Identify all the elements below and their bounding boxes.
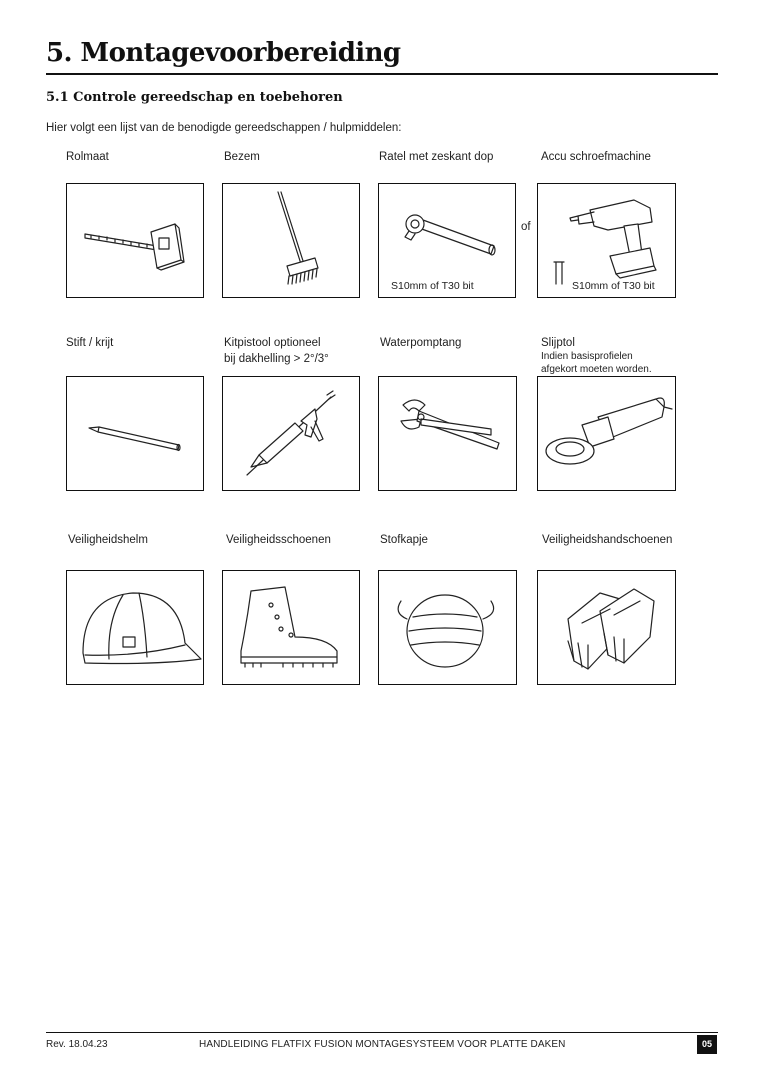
page-number-badge: 05 <box>697 1035 717 1054</box>
tool-box-tape-measure <box>66 183 204 298</box>
safety-shoe-icon <box>223 571 359 684</box>
tool-box-mask <box>378 570 517 685</box>
tool-label-broom: Bezem <box>224 151 260 163</box>
safety-gloves-icon <box>538 571 675 684</box>
tool-box-drill <box>537 183 676 298</box>
footer-document-title: HANDLEIDING FLATFIX FUSION MONTAGESYSTEEM VOOR PLATTE DAKEN <box>199 1039 566 1050</box>
tool-label-grinder: Slijptol <box>541 337 575 349</box>
tool-label-marker: Stift / krijt <box>66 337 114 349</box>
tool-label-drill: Accu schroefmachine <box>541 151 651 163</box>
tool-label-tape-measure: Rolmaat <box>66 151 109 163</box>
tool-label-mask: Stofkapje <box>380 534 428 546</box>
tool-label-ratchet: Ratel met zeskant dop <box>379 151 494 163</box>
water-pump-pliers-icon <box>379 377 516 490</box>
or-text: of <box>521 221 531 233</box>
tool-caption-ratchet: S10mm of T30 bit <box>391 280 474 292</box>
tool-label-pliers: Waterpomptang <box>380 337 462 349</box>
tool-box-pliers <box>378 376 517 491</box>
page-title: 5. Montagevoorbereiding <box>46 38 401 68</box>
title-divider <box>46 73 718 75</box>
tool-label-helmet: Veiligheidshelm <box>68 534 148 546</box>
dust-mask-icon <box>379 571 516 684</box>
footer-divider <box>46 1032 718 1033</box>
tool-box-broom <box>222 183 360 298</box>
tool-label-shoes: Veiligheidsschoenen <box>226 534 331 546</box>
safety-helmet-icon <box>67 571 203 684</box>
tool-box-shoes <box>222 570 360 685</box>
tool-note-grinder-line2: afgekort moeten worden. <box>541 364 652 375</box>
broom-icon <box>223 184 359 297</box>
tool-label-caulk-gun-line2: bij dakhelling > 2°/3° <box>224 353 329 365</box>
marker-icon <box>67 377 203 490</box>
tool-box-caulk-gun <box>222 376 360 491</box>
tool-label-gloves: Veiligheidshandschoenen <box>542 534 673 546</box>
caulk-gun-icon <box>223 377 359 490</box>
angle-grinder-icon <box>538 377 675 490</box>
tool-box-marker <box>66 376 204 491</box>
section-title: 5.1 Controle gereedschap en toebehoren <box>46 90 343 105</box>
tool-label-caulk-gun-line1: Kitpistool optioneel <box>224 337 321 349</box>
tool-box-ratchet <box>378 183 516 298</box>
tool-note-grinder-line1: Indien basisprofielen <box>541 351 633 362</box>
tool-caption-drill: S10mm of T30 bit <box>572 280 655 292</box>
tool-box-helmet <box>66 570 204 685</box>
tape-measure-icon <box>67 184 203 297</box>
intro-text: Hier volgt een lijst van de benodigde gereedschappen / hulpmiddelen: <box>46 122 402 134</box>
footer-revision: Rev. 18.04.23 <box>46 1039 108 1050</box>
tool-box-grinder <box>537 376 676 491</box>
tool-box-gloves <box>537 570 676 685</box>
